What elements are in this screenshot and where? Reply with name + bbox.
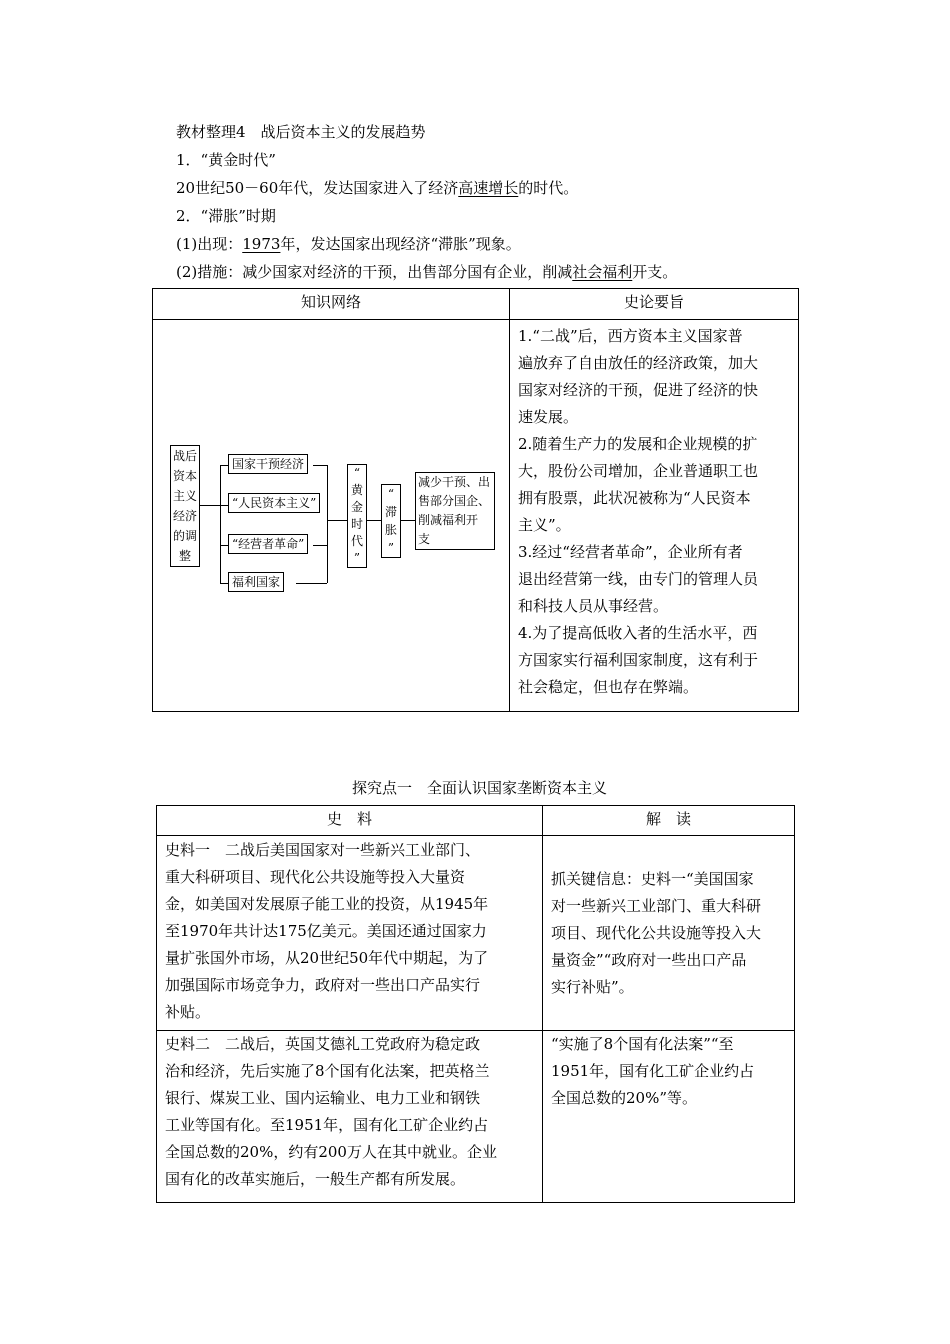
col-header-source: 史 料: [157, 806, 543, 836]
row2-reading-cell: [543, 1031, 795, 1203]
connector-line: [313, 465, 327, 466]
col-header-reading: 解 读: [543, 806, 795, 836]
connector-line: [401, 520, 415, 521]
row1-source-cell: [157, 836, 543, 1031]
row2-source-text: 史料二 二战后，英国艾德礼工党政府为稳定政 治和经济，先后实施了8个国有化法案，把英格兰 银行、煤炭工业、国内运输业、电力工业和钢铁 工业等国有化。至1951年，国有化工矿企业约占 全国总数的20%，约有200万人在其中就业。企业 国有化的改革实施后，一般生产都有所发展。: [165, 1035, 497, 1188]
explore-table: [156, 805, 795, 1203]
item2-sub2: (2)措施：减少国家对经济的干预，出售部分国有企业，削减社会福利开支。: [176, 263, 678, 281]
row2-reading-text: “实施了8个国有化法案”“至 1951年，国有化工矿企业约占 全国总数的20%”等。: [551, 1035, 755, 1107]
connector-line: [220, 505, 228, 506]
col-header-key-points: 史论要旨: [510, 289, 799, 320]
item1-underlined: 高速增长: [458, 179, 519, 197]
branch-state-intervention: 国家干预经济: [228, 454, 308, 474]
row1-reading-cell: [543, 836, 795, 1031]
item1-heading: 1．“黄金时代”: [176, 151, 276, 169]
root-box: 战后 资本 主义 经济 的调 整: [170, 445, 200, 567]
connector-line: [200, 505, 220, 506]
item2-sub2-underlined: 社会福利: [572, 263, 633, 281]
explore-title: 探究点一 全面认识国家垄断资本主义: [352, 779, 608, 797]
connector-line: [313, 545, 327, 546]
item2-heading: 2．“滞胀”时期: [176, 207, 276, 225]
connector-line: [296, 583, 327, 584]
connector-line: [327, 520, 347, 521]
branch-peoples-capitalism: “人民资本主义”: [228, 493, 320, 513]
connector-line: [220, 545, 228, 546]
connector-line: [220, 583, 228, 584]
section-title: 教材整理4 战后资本主义的发展趋势: [176, 123, 426, 141]
stagflation-box: “ 滞 胀 ”: [381, 484, 401, 558]
key-points-text: 1.“二战”后，西方资本主义国家普 遍放弃了自由放任的经济政策，加大 国家对经济的干预，促进了经济的快 速发展。 2.随着生产力的发展和企业规模的扩 大，股份公司增加，企业普通职工也 拥有股票，此状况被称为“人民资本 主义”。 3.经过“经营者革命”，企业所有者 退出经营第一线，由专门的管理人员 和科技人员从事经营。 4.为了提高低收入者的生活水平，西 方国家实行福利国家制度，这有利于 社会稳定，但也存在弊端。: [518, 327, 759, 696]
item2-sub1: (1)出现：1973年，发达国家出现经济“滞胀”现象。: [176, 235, 521, 253]
item2-sub1-underlined: 1973: [242, 235, 281, 253]
knowledge-diagram: [153, 320, 508, 711]
knowledge-network-cell: [153, 320, 510, 712]
branch-welfare-state: 福利国家: [228, 572, 284, 592]
connector-line: [220, 465, 228, 466]
branch-managerial-revolution: “经营者革命”: [228, 534, 308, 554]
row1-reading-text: 抓关键信息：史料一“美国国家 对一些新兴工业部门、重大科研 项目、现代化公共设施等投入大 量资金”“政府对一些出口产品 实行补贴”。: [551, 869, 762, 996]
row2-source-cell: [157, 1031, 543, 1203]
knowledge-table: [152, 288, 799, 712]
golden-age-box: “ 黄 金 时 代 ”: [347, 464, 367, 568]
measures-box: 减少干预、出 售部分国企、 削减福利开 支: [415, 472, 495, 550]
col-header-knowledge-network: 知识网络: [153, 289, 510, 320]
item1-text: 20世纪50－60年代，发达国家进入了经济高速增长的时代。: [176, 179, 579, 197]
bracket-line: [327, 465, 328, 583]
connector-line: [367, 520, 381, 521]
bracket-line: [220, 465, 221, 583]
key-points-cell: [510, 320, 799, 712]
row1-source-text: 史料一 二战后美国国家对一些新兴工业部门、 重大科研项目、现代化公共设施等投入大量资 金，如美国对发展原子能工业的投资，从1945年 至1970年共计达175亿美元。美国还通过国家力 量扩张国外市场，从20世纪50年代中期起，为了 加强国际市场竞争力，政府对一些出口产品实行 补贴。: [165, 841, 489, 1021]
